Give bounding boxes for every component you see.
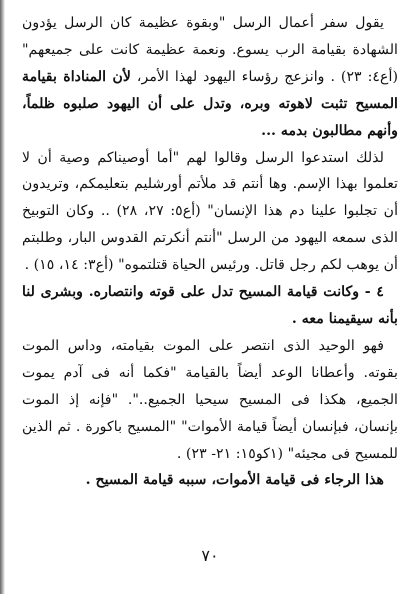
closing-statement: هذا الرجاء فى قيامة الأموات، سببه قيامة المسيح .: [85, 472, 384, 489]
paragraph-1-text: يقول سفر أعمال الرسل "وبقوة عظيمة كان الرسل يؤدون الشهادة بقيامة الرب يسوع. ونعمة عظيمة كانت على جميعهم" (أع٤: ٢٣) . وانزعج رؤساء اليهود لهذا الأمر،: [22, 15, 398, 85]
page-number: ٧٠: [201, 546, 219, 565]
page-body: [22, 10, 398, 494]
paragraph-3: فهو الوحيد الذى انتصر على الموت بقيامته، وداس الموت بقوته. وأعطانا الوعد أيضاً بالقيامة "فكما أنه فى آدم يموت الجميع، هكذا فى المسيح سيحيا الجميع..". "فإنه إذ الموت بإنسان، فبإنسان أيضاً قيامة الأموات" "المسيح باكورة . ثم الذين للمسيح فى مجيئه" (١كو١٥: ٢١- ٢٣) .: [22, 337, 398, 462]
point-4-heading: ٤ - وكانت قيامة المسيح تدل على قوته وانتصاره. وبشرى لنا بأنه سيقيمنا معه .: [22, 284, 398, 327]
paragraph-1-bold-text: لأن المناداة بقيامة المسيح تثبت لاهوته وبره، وتدل على أن اليهود صلبوه ظلماً، وأنهم مطالبون بدمه ...: [22, 68, 398, 139]
page-binding-edge: [0, 0, 5, 594]
paragraph-1: [22, 10, 398, 145]
paragraph-2: لذلك استدعوا الرسل وقالوا لهم "أما أوصيناكم وصية أن لا تعلموا بهذا الإسم. وها أنتم قد ملأتم أورشليم بتعليمكم، وتريدون أن تجلبوا علينا دم هذا الإنسان" (أع٥: ٢٧، ٢٨) .. وكان التوبيخ الذى سمعه اليهود من الرسل "أنتم أنكرتم القدوس البار، وطلبتم أن يوهب لكم رجل قاتل. ورئيس الحياة قتلتموه" (أع٣: ١٤، ١٥) .: [22, 149, 399, 274]
